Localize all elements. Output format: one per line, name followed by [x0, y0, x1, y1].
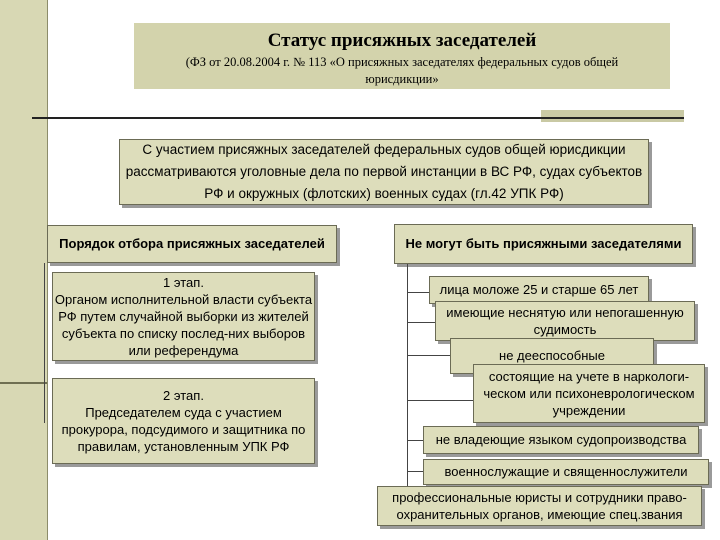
item-incapable: не дееспособные — [450, 338, 654, 374]
law-reference: (ФЗ от 20.08.2004 г. № 113 «О присяжных заседателях федеральных судов общей юрисдикции» — [185, 55, 619, 86]
horizontal-rule — [32, 117, 684, 119]
item-registered: состоящие на учете в наркологи-ческом или психоневрологическом учреждении — [473, 364, 705, 423]
page-title: Статус присяжных заседателей — [267, 30, 537, 51]
left-decor-strip — [0, 0, 48, 540]
branch-line — [407, 292, 429, 293]
ineligible-header: Не могут быть присяжными заседателями — [394, 224, 693, 264]
branch-line — [407, 322, 435, 323]
branch-line — [407, 400, 473, 401]
item-lawyers: профессиональные юристы и сотрудники право-охранительных органов, имеющие спец.звания — [377, 486, 702, 526]
stage-1-box: 1 этап. Органом исполнительной власти субъекта РФ путем случайной выборки из жителей субъекта по списку послед-них выборов или референдума — [52, 272, 315, 361]
branch-line — [407, 440, 423, 441]
branch-line — [407, 355, 450, 356]
item-language: не владеющие языком судопроизводства — [423, 426, 699, 454]
stage-2-box: 2 этап. Председателем суда с участием прокурора, подсудимого и защитника по правилам, установленным УПК РФ — [52, 378, 315, 464]
left-connector — [44, 263, 45, 423]
rule-accent — [541, 110, 684, 122]
branch-line — [407, 471, 423, 472]
item-military-clergy: военнослужащие и священнослужители — [423, 459, 709, 485]
selection-header: Порядок отбора присяжных заседателей — [47, 225, 337, 263]
right-connector — [407, 264, 408, 487]
title-box — [134, 23, 670, 89]
item-age: лица моложе 25 и старше 65 лет — [429, 276, 649, 304]
strip-divider — [0, 382, 47, 384]
item-conviction: имеющие неснятую или непогашенную судимость — [435, 301, 695, 341]
jurisdiction-box: С участием присяжных заседателей федеральных судов общей юрисдикции рассматриваются уголовные дела по первой инстанции в ВС РФ, судах субъектов РФ и окружных (флотских) военных судах (гл.42 УПК РФ) — [119, 139, 649, 205]
